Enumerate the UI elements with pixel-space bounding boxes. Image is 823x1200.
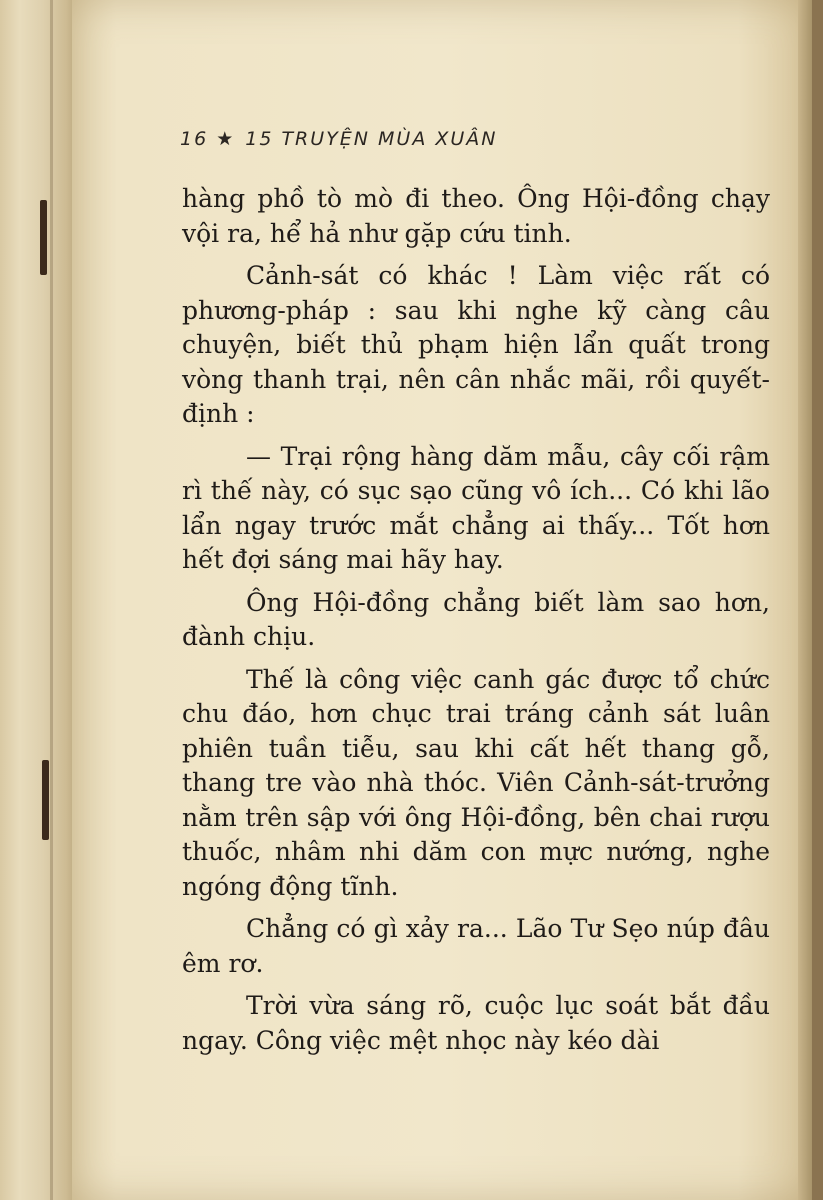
paragraph-2: Cảnh-sát có khác ! Làm việc rất có phương-pháp : sau khi nghe kỹ càng câu chuyện, biết thủ phạm hiện lẩn quất trong vòng thanh trại, nên cân nhắc mãi, rồi quyết-định :	[182, 261, 770, 428]
paragraph-6: Chẳng có gì xảy ra... Lão Tư Sẹo núp đâu êm rơ.	[182, 914, 770, 978]
book-title: 15 TRUYỆN MÙA XUÂN	[245, 128, 498, 150]
paragraph-1: hàng phồ tò mò đi theo. Ông Hội-đồng chạy vội ra, hể hả như gặp cứu tinh.	[182, 184, 770, 248]
paragraph-3-dialogue: — Trại rộng hàng dăm mẫu, cây cối rậm rì thế này, có sục sạo cũng vô ích... Có khi lão lẩn ngay trước mắt chẳng ai thấy... Tốt hơn hết đợi sáng mai hãy hay.	[182, 441, 770, 574]
book-page	[72, 0, 812, 1200]
running-head	[180, 128, 498, 150]
book-spine	[0, 0, 80, 1200]
paragraph-4: Ông Hội-đồng chẳng biết làm sao hơn, đành chịu.	[182, 587, 770, 651]
binding-staple-bottom	[42, 760, 49, 840]
paragraph-5: Thế là công việc canh gác được tổ chức chu đáo, hơn chục trai tráng cảnh sát luân phiên tuần tiễu, sau khi cất hết thang gỗ, thang tre vào nhà thóc. Viên Cảnh-sát-trưởng nằm trên sập với ông Hội-đồng, bên chai rượu thuốc, nhâm nhi dăm con mực nướng, nghe ngóng động tĩnh.	[182, 664, 770, 901]
star-separator: ★	[216, 128, 236, 150]
page-edge	[798, 0, 812, 1200]
spine-fold	[50, 0, 53, 1200]
paragraph-7: Trời vừa sáng rõ, cuộc lục soát bắt đầu ngay. Công việc mệt nhọc này kéo dài	[182, 991, 770, 1055]
binding-staple-top	[40, 200, 47, 275]
body-text	[182, 182, 770, 1066]
page-number: 16	[180, 128, 209, 150]
